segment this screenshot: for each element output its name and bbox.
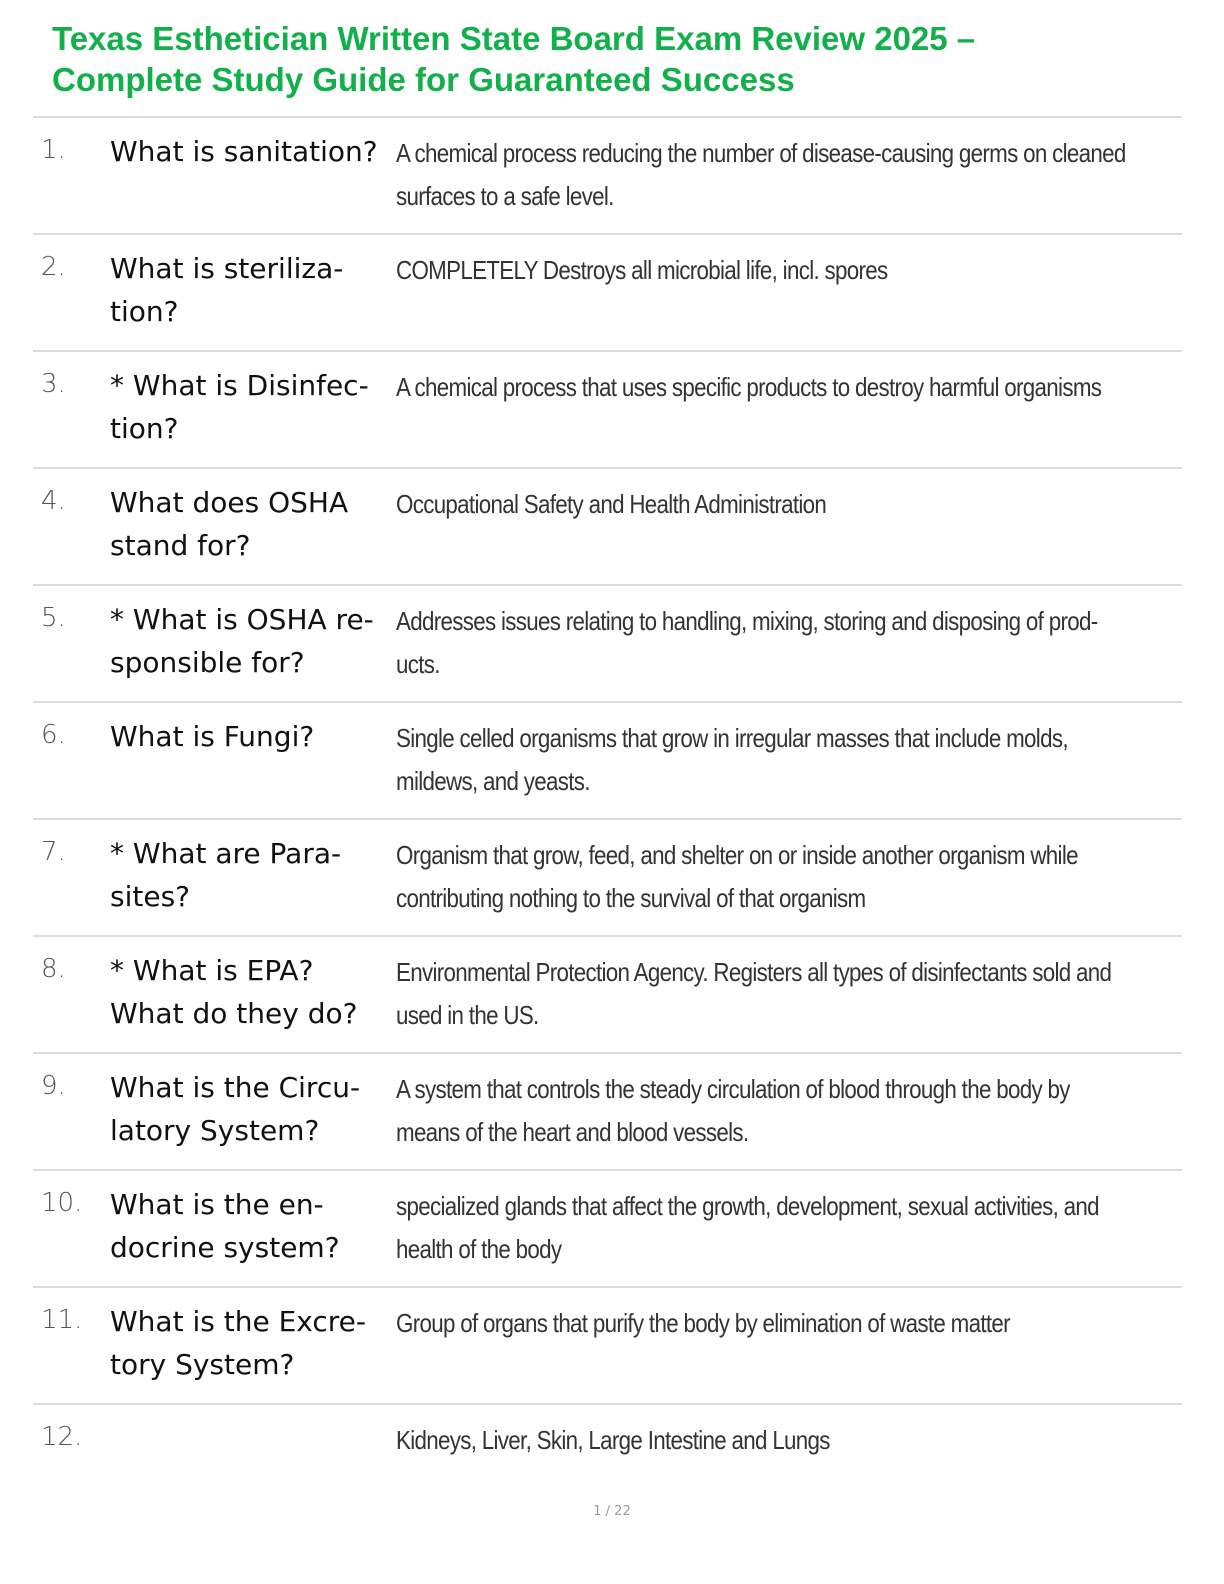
question-line: What is the Excre- <box>110 1305 366 1338</box>
question <box>110 715 392 758</box>
question-line: What does OSHA <box>110 486 349 519</box>
answer <box>396 249 1075 292</box>
answer <box>396 1419 1075 1462</box>
question-line: tion? <box>110 295 179 328</box>
answer-line: used in the US. <box>396 1000 539 1030</box>
item-number: 1. <box>41 135 66 165</box>
answer <box>396 600 1098 686</box>
question <box>110 481 392 567</box>
item-number: 10. <box>41 1188 83 1218</box>
question-line: * What is OSHA re- <box>110 603 374 636</box>
answer-line: Occupational Safety and Health Administration <box>396 489 827 519</box>
qa-row <box>33 350 1182 467</box>
page-title-line: Texas Esthetician Written State Board Exam Review 2025 – <box>52 20 976 57</box>
item-number: 2. <box>41 252 66 282</box>
question <box>110 130 392 173</box>
answer-line: A system that controls the steady circulation of blood through the body by <box>396 1074 1070 1104</box>
qa-row <box>33 1052 1182 1169</box>
answer <box>396 717 1075 803</box>
answer-line: means of the heart and blood vessels. <box>396 1117 749 1147</box>
page-title <box>52 18 1172 100</box>
question-line: tory System? <box>110 1348 295 1381</box>
answer-line: Addresses issues relating to handling, mixing, storing and disposing of prod- <box>396 606 1098 636</box>
qa-row <box>33 1169 1182 1286</box>
question-line: * What are Para- <box>110 837 342 870</box>
answer-line: Environmental Protection Agency. Registers all types of disinfectants sold and <box>396 957 1112 987</box>
question-line: tion? <box>110 412 179 445</box>
question <box>110 949 392 1035</box>
question-line: What do they do? <box>110 997 358 1030</box>
answer-line: Single celled organisms that grow in irregular masses that include molds, <box>396 723 1068 753</box>
question <box>110 598 392 684</box>
item-number: 3. <box>41 369 66 399</box>
qa-row <box>33 1286 1182 1403</box>
answer-line: Group of organs that purify the body by elimination of waste matter <box>396 1308 1010 1338</box>
question-line: latory System? <box>110 1114 320 1147</box>
answer-line: COMPLETELY Destroys all microbial life, incl. spores <box>396 255 888 285</box>
page-number: 1 / 22 <box>593 1504 631 1519</box>
question-line: What is the Circu- <box>110 1071 361 1104</box>
item-number: 11. <box>41 1305 83 1335</box>
item-number: 7. <box>41 837 66 867</box>
question-line: What is steriliza- <box>110 252 344 285</box>
qa-row <box>33 818 1182 935</box>
question-line: * What is EPA? <box>110 954 314 987</box>
page-title-line: Complete Study Guide for Guaranteed Success <box>52 61 795 98</box>
answer <box>396 1068 1075 1154</box>
qa-row <box>33 1403 1182 1520</box>
question-line: stand for? <box>110 529 251 562</box>
answer-line: ucts. <box>396 649 440 679</box>
question <box>110 1066 392 1152</box>
answer <box>396 132 1126 218</box>
qa-row <box>33 116 1182 233</box>
answer <box>396 834 1078 920</box>
item-number: 8. <box>41 954 66 984</box>
item-number: 4. <box>41 486 66 516</box>
qa-row <box>33 233 1182 350</box>
question-line: docrine system? <box>110 1231 340 1264</box>
question-line: sponsible for? <box>110 646 305 679</box>
answer-line: specialized glands that affect the growth, development, sexual activities, and <box>396 1191 1099 1221</box>
answer-line: health of the body <box>396 1234 562 1264</box>
question <box>110 1183 392 1269</box>
question-line: * What is Disinfec- <box>110 369 369 402</box>
answer-line: Organism that grow, feed, and shelter on or inside another organism while <box>396 840 1078 870</box>
answer <box>396 366 1102 409</box>
answer <box>396 1185 1099 1271</box>
answer-line: mildews, and yeasts. <box>396 766 590 796</box>
item-number: 12. <box>41 1422 83 1452</box>
answer <box>396 1302 1075 1345</box>
answer-line: contributing nothing to the survival of that organism <box>396 883 866 913</box>
answer-line: surfaces to a safe level. <box>396 181 614 211</box>
answer <box>396 951 1112 1037</box>
answer-line: A chemical process that uses specific products to destroy harmful organisms <box>396 372 1102 402</box>
item-number: 9. <box>41 1071 66 1101</box>
question-line: What is the en- <box>110 1188 324 1221</box>
question <box>110 1300 392 1386</box>
answer-line: Kidneys, Liver, Skin, Large Intestine and Lungs <box>396 1425 830 1455</box>
qa-row <box>33 584 1182 701</box>
answer <box>396 483 1075 526</box>
qa-table <box>33 116 1182 1520</box>
question <box>110 832 392 918</box>
question-line: sites? <box>110 880 191 913</box>
question <box>110 247 392 333</box>
qa-row <box>33 467 1182 584</box>
qa-row <box>33 935 1182 1052</box>
item-number: 5. <box>41 603 66 633</box>
question-line: What is sanitation? <box>110 135 378 168</box>
item-number: 6. <box>41 720 66 750</box>
answer-line: A chemical process reducing the number of disease-causing germs on cleaned <box>396 138 1126 168</box>
qa-row <box>33 701 1182 818</box>
question <box>110 364 392 450</box>
question-line: What is Fungi? <box>110 720 315 753</box>
